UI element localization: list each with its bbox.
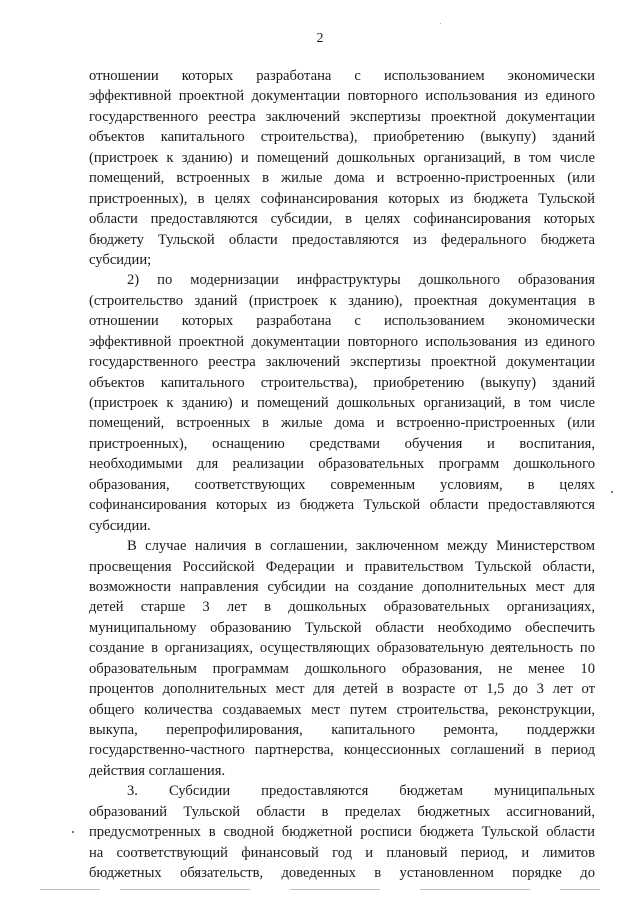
text-line: помещений, встроенных в жилые дома и встроенно-пристроенных (или [89,170,595,187]
text-line: объектов капитального строительства), приобретению (выкупу) зданий [89,129,595,146]
scan-bottom-edge [0,884,640,905]
text-line: 2) по модернизации инфраструктуры дошкольного образования [127,272,595,289]
text-line: отношении которых разработана с использованием экономически [89,313,595,330]
scan-mark [290,889,380,890]
text-line: образований Тульской области в пределах бюджетных ассигнований, [89,803,595,820]
text-line: общего количества создаваемых мест путем строительства, реконструкции, [89,701,595,718]
text-line: объектов капитального строительства), приобретению (выкупу) зданий [89,374,595,391]
text-line: бюджету Тульской области предоставляются из федерального бюджета [89,231,595,248]
scan-mark [120,889,250,890]
text-line: (пристроек к зданию) и помещений дошкольных организаций, в том числе [89,395,595,411]
text-line: отношении которых разработана с использованием экономически [89,68,595,84]
document-body [89,66,595,884]
text-line: детей старше 3 лет в дошкольных образовательных организациях, [89,599,595,616]
text-line: процентов дополнительных мест для детей в возрасте от 1,5 до 3 лет от [89,681,595,698]
text-line: эффективной проектной документации повторного использования из единого [89,88,595,105]
text-line: создание в организациях, осуществляющих образовательную деятельность по [89,640,595,657]
text-line: государственного реестра заключений экспертизы проектной документации [89,108,595,125]
text-line: (строительство зданий (пристроек к зданию), проектная документация в [89,292,595,309]
text-line: 3. Субсидии предоставляются бюджетам муниципальных [127,783,595,800]
page-number: 2 [316,31,324,46]
text-line: эффективной проектной документации повторного использования из единого [89,333,595,350]
text-line: образования, соответствующих современным условиям, в целях [89,476,595,493]
text-line: на соответствующий финансовый год и плановый период, и лимитов [89,844,595,861]
text-line: пристроенных), оснащению средствами обучения и воспитания, [89,435,595,452]
text-line: возможности направления субсидии на создание дополнительных мест для [89,578,595,595]
scan-speck [611,491,613,493]
scan-mark [420,889,530,890]
text-line: В случае наличия в соглашении, заключенном между Министерством [127,538,595,555]
text-line: государственно-частного партнерства, концессионных соглашений в период [89,742,595,759]
text-line: просвещения Российской Федерации и правительством Тульской области, [89,558,595,575]
scan-mark [40,889,100,890]
text-line: бюджетных обязательств, доведенных в установленном порядке до [89,865,595,882]
text-line: муниципальному образованию Тульской области необходимо обеспечить [89,619,595,636]
text-line: действия соглашения. [89,762,226,779]
text-line: субсидии. [89,517,151,534]
scan-speck [440,23,441,24]
text-line: помещений, встроенных в жилые дома и встроенно-пристроенных (или [89,415,595,432]
text-line: субсидии; [89,251,152,268]
text-line: софинансирования которых из бюджета Тульской области предоставляются [89,497,595,514]
text-line: государственного реестра заключений экспертизы проектной документации [89,354,595,371]
text-line: выкупа, перепрофилирования, капитального ремонта, поддержки [89,722,595,738]
text-line: области предоставляются субсидии, в целях софинансирования которых [89,211,595,228]
text-line: (пристроек к зданию) и помещений дошкольных организаций, в том числе [89,149,595,166]
text-line: предусмотренных в сводной бюджетной росписи бюджета Тульской области [89,824,595,841]
text-line: пристроенных), в целях софинансирования которых из бюджета Тульской [89,190,595,207]
scan-mark [560,889,600,890]
text-line: необходимыми для реализации образовательных программ дошкольного [89,456,595,473]
scan-speck [72,831,74,833]
text-line: образовательным программам дошкольного образования, не менее 10 [89,660,595,677]
